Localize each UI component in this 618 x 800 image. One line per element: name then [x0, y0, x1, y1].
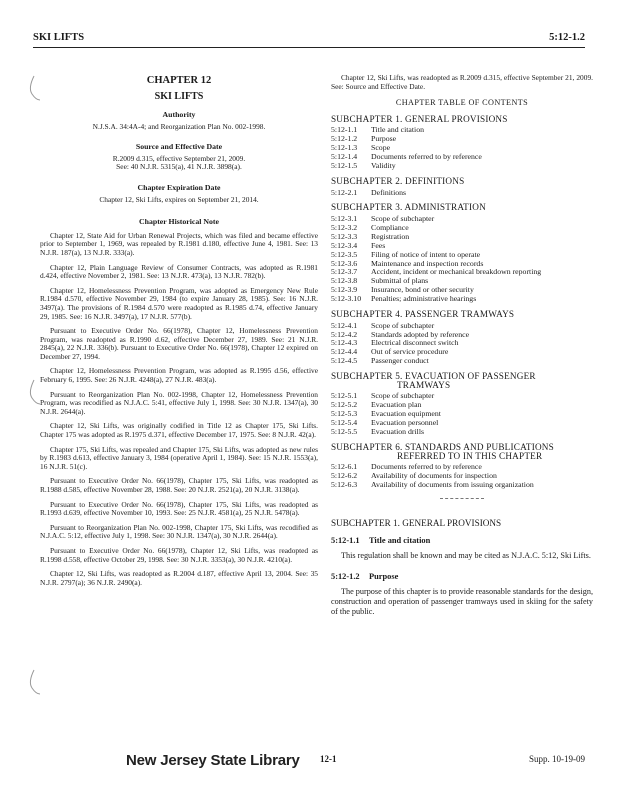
toc-entry-number: 5:12-1.1	[331, 125, 358, 135]
history-paragraph: Chapter 12, Ski Lifts, was readopted as R.2004 d.187, effective April 13, 2004. See: 35 N.J.R. 2797(a); 36 N.J.R. 2490(a).	[40, 569, 318, 587]
supplement-date: Supp. 10-19-09	[529, 754, 585, 764]
toc-entry-title: Standards adopted by reference	[371, 329, 470, 339]
margin-bracket-mark	[26, 668, 42, 698]
toc-entry-number: 5:12-3.8	[331, 276, 358, 286]
toc-entry-number: 5:12-6.1	[331, 462, 358, 472]
toc-subchapter-heading	[331, 310, 593, 319]
toc-entry	[331, 162, 593, 171]
section-title: Title and citation	[369, 536, 431, 546]
toc-entry-number: 5:12-3.5	[331, 249, 358, 259]
toc-entry-title: Documents referred to by reference	[371, 152, 482, 162]
left-column	[40, 74, 318, 593]
history-paragraph: Chapter 12, Homelessness Prevention Program, was adopted as R.1995 d.56, effective February 6, 1995. See: 26 N.J.R. 4248(a), 27 N.J.R. 483(a).	[40, 366, 318, 385]
toc-subchapter	[331, 310, 593, 366]
authority-heading: Authority	[162, 110, 196, 119]
toc-entry-number: 5:12-1.2	[331, 134, 358, 144]
running-title: SKI LIFTS	[33, 32, 85, 43]
toc-subchapter-heading	[331, 203, 593, 212]
toc-entry-title: Evacuation drills	[371, 427, 425, 436]
expiration-heading: Chapter Expiration Date	[137, 182, 221, 192]
source-line: See: 40 N.J.R. 5315(a), 41 N.J.R. 3898(a).	[116, 162, 242, 172]
toc-entry	[331, 428, 593, 437]
toc-entry-title: Evacuation plan	[371, 400, 422, 410]
source-heading: Source and Effective Date	[135, 142, 223, 152]
section-heading	[331, 573, 593, 582]
toc-subchapter-title: SUBCHAPTER 6. STANDARDS AND PUBLICATIONS	[331, 441, 554, 452]
section-number: 5:12-1.2	[331, 572, 360, 582]
toc-entry-number: 5:12-1.3	[331, 143, 358, 153]
toc-subchapter-heading	[331, 372, 593, 389]
toc-entry-number: 5:12-4.2	[331, 329, 358, 339]
toc-entry-title: Registration	[371, 231, 410, 241]
toc-entry-number: 5:12-1.5	[331, 161, 358, 170]
toc-subchapter-heading	[331, 115, 593, 124]
toc-entry-number: 5:12-4.1	[331, 320, 358, 330]
history-paragraph: Pursuant to Executive Order No. 66(1978), Chapter 175, Ski Lifts, was readopted as R.1993 d.639, effective November 10, 1993. See: 25 N.J.R. 4581(a), 25 N.J.R. 5478(a).	[40, 499, 318, 518]
toc-entry-title: Title and citation	[371, 125, 424, 135]
toc-entry	[331, 189, 593, 198]
toc-entry	[331, 295, 593, 304]
section-number: 5:12-1.1	[331, 536, 360, 546]
toc-subchapter-title: SUBCHAPTER 1. GENERAL PROVISIONS	[331, 113, 508, 124]
body-subchapter-heading: SUBCHAPTER 1. GENERAL PROVISIONS	[331, 517, 502, 528]
toc-entry-title: Purpose	[371, 134, 397, 144]
toc-entry-title: Availability of documents from issuing organization	[371, 479, 534, 489]
toc-subchapter-title: SUBCHAPTER 4. PASSENGER TRAMWAYS	[331, 309, 515, 320]
toc-entry-number: 5:12-4.4	[331, 347, 358, 357]
toc-entry-number: 5:12-5.5	[331, 427, 358, 436]
toc-subchapter-heading	[331, 177, 593, 186]
toc-entry-title: Filing of notice of intent to operate	[371, 249, 481, 259]
history-paragraph: Chapter 175, Ski Lifts, was repealed and Chapter 175, Ski Lifts, was adopted as new rules by R.1983 d.613, effective January 3, 1984 (operative April 1, 1984). See: 15 N.J.R. 1553(a), 16 N.J.R. 51(c).	[40, 444, 318, 471]
toc-entry-number: 5:12-5.4	[331, 418, 358, 428]
toc-entry-title: Penalties; administrative hearings	[371, 294, 477, 304]
history-paragraph: Chapter 12, Ski Lifts, was originally codified in Title 12 as Chapter 175, Ski Lifts. Chapter 175 was adopted as R.1975 d.371, effective December 17, 1975. See: 8 N.J.R. 42(a).	[40, 421, 318, 440]
table-of-contents	[331, 115, 593, 490]
history-paragraph: Pursuant to Reorganization Plan No. 002-1998, Chapter 12, Homelessness Prevention Program, was recodified as N.J.A.C. 5:41, effective July 1, 1998. See: 30 N.J.R. 1347(a), 30 N.J.R. 2644(a).	[40, 389, 318, 416]
toc-entry-number: 5:12-3.9	[331, 285, 358, 295]
toc-entry-number: 5:12-2.1	[331, 187, 358, 197]
header-rule	[33, 47, 585, 48]
toc-entry-title: Scope of subchapter	[371, 320, 435, 330]
section-title: Purpose	[369, 572, 399, 582]
section-text: The purpose of this chapter is to provide reasonable standards for the design, construction and operation of passenger tramways used in skiing for the safety of the public.	[331, 586, 593, 617]
toc-entry-title: Documents referred to by reference	[371, 462, 482, 472]
running-section: 5:12-1.2	[549, 32, 585, 43]
toc-entry-title: Insurance, bond or other security	[371, 285, 474, 295]
toc-entry-number: 5:12-3.6	[331, 258, 358, 268]
toc-entry-number: 5:12-6.2	[331, 471, 358, 480]
toc-entry	[331, 357, 593, 366]
toc-entry-title: Accident, incident or mechanical breakdown reporting	[371, 267, 542, 277]
library-watermark: New Jersey State Library	[126, 752, 300, 769]
toc-entry-title: Maintenance and inspection records	[371, 258, 484, 268]
toc-subchapter	[331, 115, 593, 171]
section-divider	[440, 498, 484, 499]
toc-subchapter-title: SUBCHAPTER 5. EVACUATION OF PASSENGER	[331, 371, 536, 382]
toc-entry-number: 5:12-3.7	[331, 267, 358, 277]
toc-subchapter	[331, 177, 593, 198]
toc-entry-number: 5:12-3.3	[331, 231, 358, 241]
toc-entry-number: 5:12-6.3	[331, 479, 358, 489]
history-heading: Chapter Historical Note	[139, 217, 219, 227]
toc-entry-title: Compliance	[371, 222, 409, 232]
chapter-title: SKI LIFTS	[154, 91, 204, 102]
toc-entry-number: 5:12-3.10	[331, 294, 362, 304]
toc-entry-number: 5:12-3.4	[331, 240, 358, 250]
toc-entry-number: 5:12-3.2	[331, 222, 358, 232]
toc-entry-title: Evacuation personnel	[371, 418, 439, 428]
toc-entry-title: Scope of subchapter	[371, 214, 435, 223]
toc-entry-title: Out of service procedure	[371, 347, 449, 357]
toc-subchapter-title-cont: REFERRED TO IN THIS CHAPTER	[397, 450, 543, 461]
section-text: This regulation shall be known and may be cited as N.J.A.C. 5:12, Ski Lifts.	[341, 551, 591, 560]
toc-subchapter	[331, 443, 593, 490]
toc-entry-title: Submittal of plans	[371, 276, 429, 286]
page-number: 12-1	[320, 754, 337, 764]
history-paragraph: Pursuant to Executive Order No. 66(1978), Chapter 175, Ski Lifts, was readopted as R.1988 d.585, effective November 28, 1988. See: 20 N.J.R. 2521(a), 20 N.J.R. 3138(a).	[40, 476, 318, 494]
readoption-note: Chapter 12, Ski Lifts, was readopted as R.2009 d.315, effective September 21, 2009. See: Source and Effective Date.	[331, 73, 593, 91]
toc-subchapter	[331, 372, 593, 437]
history-paragraph: Pursuant to Reorganization Plan No. 002-1998, Chapter 175, Ski Lifts, was recodified as N.J.A.C. 5:12, effective July 1, 1998. See: 30 N.J.R. 1347(a), 30 N.J.R. 2644(a).	[40, 522, 318, 541]
toc-subchapter	[331, 203, 593, 304]
toc-entry-title: Scope	[371, 143, 391, 153]
section-heading	[331, 537, 593, 546]
toc-entry-number: 5:12-5.3	[331, 409, 358, 419]
toc-entry-number: 5:12-5.1	[331, 391, 358, 401]
toc-entry-title: Availability of documents for inspection	[371, 471, 497, 480]
toc-entry-title: Scope of subchapter	[371, 391, 435, 401]
toc-subchapter-title-cont: TRAMWAYS	[397, 379, 451, 390]
toc-entry-title: Definitions	[371, 187, 407, 197]
toc-entry-title: Evacuation equipment	[371, 409, 441, 419]
toc-subchapter-title: SUBCHAPTER 2. DEFINITIONS	[331, 175, 465, 186]
toc-subchapter-title: SUBCHAPTER 3. ADMINISTRATION	[331, 202, 486, 213]
toc-entry-number: 5:12-3.1	[331, 214, 358, 223]
toc-entry-title: Passenger conduct	[371, 356, 429, 366]
toc-subchapter-heading	[331, 443, 593, 460]
history-paragraph: Pursuant to Executive Order No. 66(1978), Chapter 12, Ski Lifts, was readopted as R.1998 d.558, effective October 29, 1998. See: 30 N.J.R. 3353(a), 30 N.J.R. 4210(a).	[40, 545, 318, 564]
toc-entry-title: Validity	[371, 161, 396, 170]
history-paragraph: Pursuant to Executive Order No. 66(1978), Chapter 12, Homelessness Prevention Program, was readopted as R.1990 d.62, effective December 27, 1989. See: 21 N.J.R. 2845(a), 22 N.J.R. 336(b). Pursuant to Executive Order No. 66(1978), Chapter 12 expired on December 27, 1994.	[40, 326, 318, 361]
right-column	[331, 74, 593, 617]
toc-entry-number: 5:12-1.4	[331, 152, 358, 162]
toc-entry-number: 5:12-4.5	[331, 356, 358, 366]
source-line: R.2009 d.315, effective September 21, 2009.	[112, 153, 246, 163]
toc-entry-title: Fees	[371, 240, 386, 250]
authority-text: N.J.S.A. 34:4A-4; and Reorganization Plan No. 002-1998.	[92, 121, 266, 131]
toc-entry-title: Electrical disconnect switch	[371, 338, 459, 348]
history-paragraph: Chapter 12, Plain Language Review of Consumer Contracts, was adopted as R.1981 d.424, effective November 2, 1981. See: 13 N.J.R. 473(a), 13 N.J.R. 782(b).	[40, 262, 318, 281]
toc-entry	[331, 481, 593, 490]
page-header	[33, 32, 585, 48]
chapter-number: CHAPTER 12	[146, 75, 212, 86]
toc-title: CHAPTER TABLE OF CONTENTS	[395, 98, 529, 108]
history-paragraph: Chapter 12, Homelessness Prevention Program, was adopted as Emergency New Rule R.1984 d.570, effective November 29, 1984 (to expire January 28, 1985). See: 16 N.J.R. 3497(a). The provisions of R.1984 d.570 were readopted as R.1985 d.74, effective January 29, 1985. See: 16 N.J.R. 3497(a), 17 N.J.R. 577(b).	[40, 285, 318, 321]
history-paragraph: Chapter 12, State Aid for Urban Renewal Projects, which was filed and became effective prior to September 1, 1969, was repealed by R.1981 d.180, effective June 4, 1981. See: 13 N.J.R. 187(a), 13 N.J.R. 333(a).	[40, 230, 318, 257]
expiration-text: Chapter 12, Ski Lifts, expires on September 21, 2014.	[99, 194, 259, 204]
toc-entry-number: 5:12-5.2	[331, 400, 358, 410]
toc-entry-number: 5:12-4.3	[331, 338, 358, 348]
